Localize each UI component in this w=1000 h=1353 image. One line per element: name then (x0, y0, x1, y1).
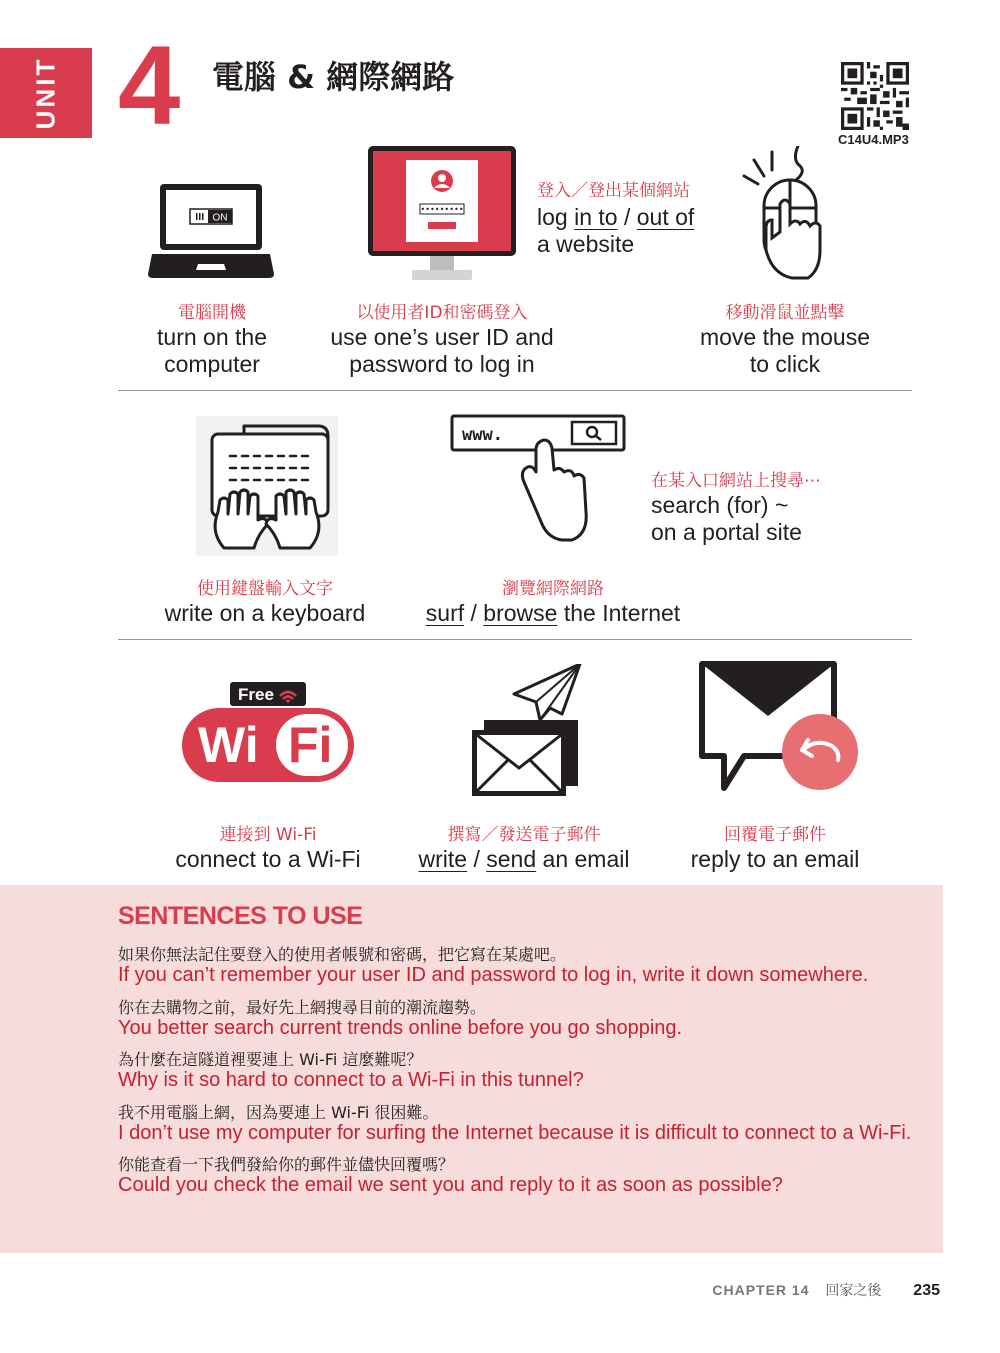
sentence-zh: 你能查看一下我們發給你的郵件並儘快回覆嗎？ (118, 1155, 455, 1174)
vocab-en-turn-on (112, 324, 312, 378)
vocab-zh-turn-on: 電腦開機 (178, 303, 246, 323)
underlined-term: browse (483, 600, 558, 626)
underlined-term: send (486, 846, 537, 872)
phrase-text: to click (749, 351, 821, 377)
vocab-en-email-send (394, 846, 654, 873)
vocab-zh-log-in-out: 登入／登出某個網站 (537, 181, 690, 201)
monitor-login-icon (368, 146, 516, 286)
laptop-switch-label: ON (212, 212, 228, 224)
vocab-en-search (651, 492, 802, 546)
phrase-text: password to log in (349, 351, 535, 377)
underlined-term: write (418, 846, 468, 872)
unit-tab (0, 48, 92, 138)
phrase-text: turn on the (157, 324, 267, 350)
mouse-click-icon (742, 146, 828, 286)
sentence-en: Could you check the email we sent you and reply to it as soon as possible? (118, 1174, 783, 1196)
sentence-en: I don’t use my computer for surfing the Internet because it is difficult to connect to a Wi-Fi. (118, 1122, 912, 1144)
sentence-zh: 如果你無法記住要登入的使用者帳號和密碼，把它寫在某處吧。 (118, 945, 567, 964)
sentence-zh: 我不用電腦上網，因為要連上 Wi-Fi 很困難。 (118, 1103, 439, 1122)
wifi-free-text: Free (238, 685, 274, 704)
phrase-text: log (537, 204, 575, 230)
phrase-text: write on a keyboard (164, 600, 366, 626)
vocab-zh-wifi: 連接到 Wi-Fi (219, 825, 317, 845)
phrase-text: an email (536, 846, 630, 872)
phrase-text: the Internet (557, 600, 681, 626)
phrase-text: move the mouse (699, 324, 871, 350)
phrase-text: a website (537, 231, 635, 257)
vocab-en-mouse-click (685, 324, 885, 378)
page-footer (712, 1280, 940, 1300)
phrase-text: connect to a Wi-Fi (175, 846, 361, 872)
phrase-text: use one’s user ID and (330, 324, 554, 350)
phrase-text: on a portal site (651, 519, 802, 545)
reply-email-icon (698, 660, 860, 792)
sentence-zh: 你在去購物之前，最好先上網搜尋目前的潮流趨勢。 (118, 998, 487, 1017)
vocab-zh-login-user: 以使用者ID和密碼登入 (356, 303, 528, 323)
sentence-zh: 為什麼在這隧道裡要連上 Wi-Fi 這麼難呢？ (118, 1050, 423, 1069)
send-email-icon (470, 664, 582, 798)
phrase-text: search (for) ~ (651, 492, 789, 518)
wifi-wi-text: Wi (198, 717, 259, 773)
vocab-en-keyboard (145, 600, 385, 627)
page-title: 電腦 & 網際網路 (212, 58, 455, 96)
vocab-zh-surf: 瀏覽網際網路 (502, 579, 604, 599)
svg-text:•••••••••: ••••••••• (420, 205, 464, 214)
laptop-icon (148, 182, 274, 280)
wifi-fi-text: Fi (288, 717, 333, 773)
unit-number: 4 (118, 23, 181, 148)
unit-label: UNIT (30, 56, 61, 130)
browser-search-icon (450, 414, 628, 544)
phrase-text: / (617, 204, 637, 230)
keyboard-typing-icon (196, 416, 338, 556)
sentences-title: SENTENCES TO USE (118, 902, 363, 930)
phrase-text: / (464, 600, 484, 626)
divider (118, 639, 912, 640)
browser-url-text: www. (462, 425, 503, 445)
sentence-en: If you can’t remember your user ID and password to log in, write it down somewhere. (118, 964, 869, 986)
chapter-label: CHAPTER 14 (712, 1282, 810, 1298)
qr-code-icon[interactable] (841, 62, 909, 130)
divider (118, 390, 912, 391)
vocab-en-email-reply (660, 846, 890, 873)
vocab-en-surf (400, 600, 706, 627)
phrase-text: computer (164, 351, 260, 377)
underlined-term: surf (425, 600, 465, 626)
wifi-logo-icon (180, 682, 356, 784)
phrase-text: / (467, 846, 487, 872)
vocab-en-wifi (148, 846, 388, 873)
vocab-en-login-user (312, 324, 572, 378)
page-number: 235 (913, 1282, 940, 1299)
vocab-zh-mouse-click: 移動滑鼠並點擊 (725, 303, 845, 323)
vocab-en-log-in-out (537, 204, 694, 258)
sentence-en: Why is it so hard to connect to a Wi-Fi in this tunnel? (118, 1069, 584, 1091)
underlined-term: in to (574, 204, 618, 230)
chapter-title: 回家之後 (825, 1283, 882, 1299)
audio-file-label: C14U4.MP3 (838, 132, 909, 147)
sentence-en: You better search current trends online before you go shopping. (118, 1017, 683, 1039)
underlined-term: out of (636, 204, 695, 230)
vocab-zh-search: 在某入口網站上搜尋⋯ (651, 471, 821, 491)
vocab-zh-email-send: 撰寫／發送電子郵件 (447, 825, 601, 845)
vocab-zh-email-reply: 回覆電子郵件 (724, 825, 826, 845)
vocab-zh-keyboard: 使用鍵盤輸入文字 (197, 579, 333, 599)
phrase-text: reply to an email (690, 846, 860, 872)
